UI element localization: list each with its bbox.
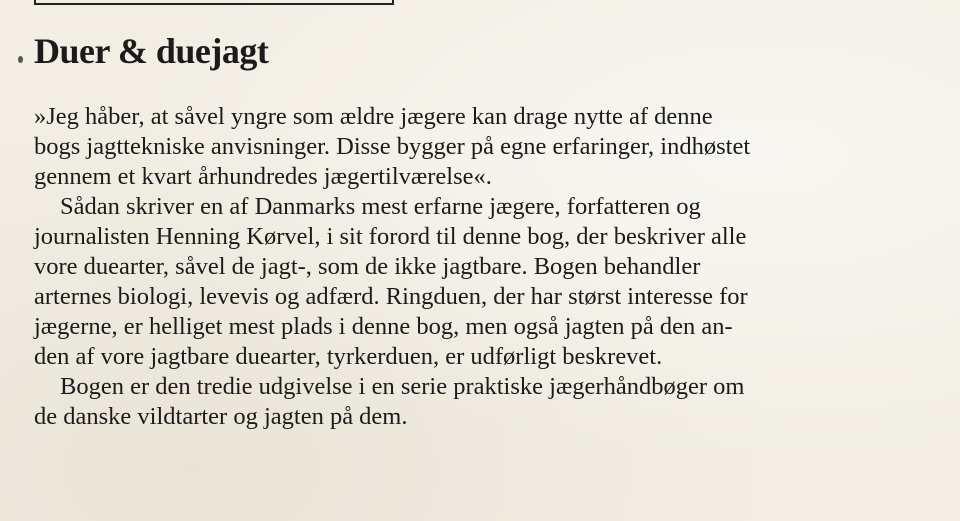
text-line: Bogen er den tredie udgivelse i en serie praktiske jægerhåndbøger om: [60, 373, 745, 400]
speck-mark: [18, 56, 23, 63]
page-title: Duer & duejagt: [34, 31, 269, 71]
text-line: gennem et kvart århundredes jægertilværelse«.: [34, 163, 492, 190]
body-text: [34, 102, 934, 432]
text-line: vore duearter, såvel de jagt-, som de ikke jagtbare. Bogen behandler: [34, 253, 701, 280]
top-frame-edge: [34, 0, 394, 5]
text-line: de danske vildtarter og jagten på dem.: [34, 403, 408, 430]
text-line: Sådan skriver en af Danmarks mest erfarne jægere, forfatteren og: [60, 193, 701, 220]
text-line: »Jeg håber, at såvel yngre som ældre jægere kan drage nytte af denne: [34, 103, 713, 130]
text-line: journalisten Henning Kørvel, i sit forord til denne bog, der beskriver alle: [34, 223, 747, 250]
text-line: den af vore jagtbare duearter, tyrkerduen, er udførligt beskrevet.: [34, 343, 663, 370]
text-line: jægerne, er helliget mest plads i denne bog, men også jagten på den an-: [34, 313, 733, 340]
text-line: arternes biologi, levevis og adfærd. Ringduen, der har størst interesse for: [34, 283, 748, 310]
text-line: bogs jagttekniske anvisninger. Disse bygger på egne erfaringer, indhøstet: [34, 133, 751, 160]
